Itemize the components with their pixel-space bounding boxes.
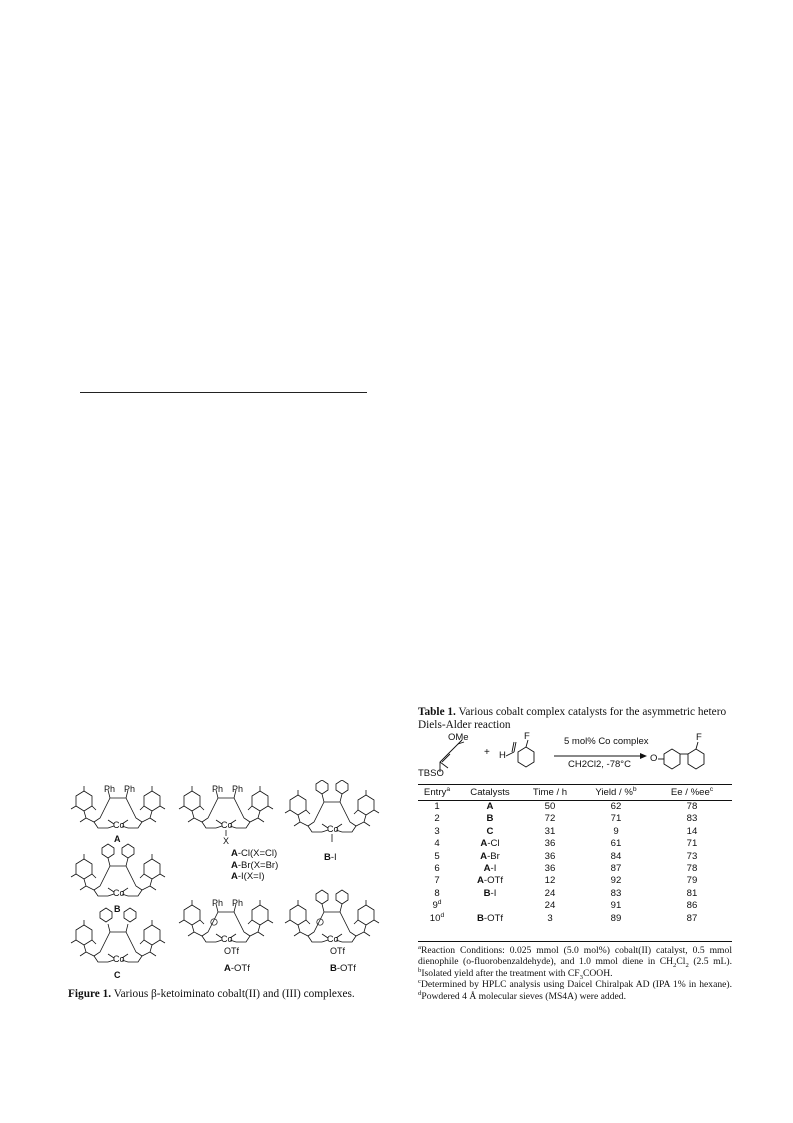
footnote-d: Powdered 4 Å molecular sieves (MS4A) were added.	[421, 990, 626, 1002]
svg-text:Ph: Ph	[212, 784, 224, 794]
table-row	[418, 826, 732, 838]
cell-ee: 78	[686, 862, 698, 874]
table-row	[418, 813, 732, 825]
table-header-rule	[418, 800, 732, 801]
table-row	[418, 851, 732, 863]
scheme-product-f-label: F	[696, 732, 702, 743]
cell-yield: 61	[610, 838, 622, 850]
cell-ee: 78	[686, 801, 698, 812]
cell-yield: 89	[610, 912, 622, 924]
cell-entry: 2	[434, 813, 440, 825]
cell-ee: 73	[686, 850, 698, 862]
complex-A	[71, 784, 165, 844]
table-1-title-label: Table 1.	[418, 706, 456, 718]
table-row	[418, 888, 732, 900]
cell-cat: C	[486, 825, 494, 837]
cell-entry: 3	[434, 825, 440, 837]
cell-cat: B-OTf	[476, 912, 504, 924]
cell-yield: 91	[610, 900, 622, 912]
cell-cat: B	[486, 813, 494, 825]
footnote-a: Reaction Conditions: 0.025 mmol (5.0 mol%) cobalt(II) catalyst, 0.5 mmol dienophile (o-fluorobenzaldehyde), and 1.0 mmol diene in CH	[418, 945, 732, 968]
svg-text:Ph: Ph	[124, 784, 136, 794]
cell-time: 36	[544, 838, 556, 850]
cell-cat: A	[486, 801, 494, 812]
cell-entry: 9$^d$	[432, 898, 442, 912]
svg-text:Co: Co	[221, 820, 233, 830]
svg-text:Co: Co	[113, 954, 125, 964]
table-1-title-text: Various cobalt complex catalysts for the asymmetric hetero Diels-Alder reaction	[418, 706, 727, 731]
svg-text:X: X	[223, 836, 230, 846]
cell-time: 72	[544, 813, 556, 825]
scheme-product-o-label: O	[650, 753, 658, 764]
cell-time: 50	[544, 801, 556, 812]
table-bottom-rule	[418, 941, 732, 942]
cell-time: 12	[544, 875, 556, 887]
complex-B-I	[285, 780, 379, 842]
cell-ee: 86	[686, 900, 698, 912]
cell-entry: 4	[434, 838, 440, 850]
figure-1-caption	[68, 988, 388, 1000]
table-1-title	[418, 706, 738, 732]
figure-1-structures	[60, 780, 390, 990]
cell-ee: 14	[686, 825, 698, 837]
table-footnotes: $^a$Reaction Conditions: 0.025 mmol (5.0 mol%) cobalt(II) catalyst, 0.5 mmol dienophile (o-fluorobenzaldehyde), and 1.0 mmol diene in $CH_2Cl_2$ (2.5 mL). $^b$Isolated yield after the treatment with $CF_3COOH$. $^c$Determined by HPLC analysis using Daicel Chiralpak AD (IPA 1% in hexane). $^d$Powdered 4 Å molecular sieves (MS4A) were added.	[418, 943, 733, 1002]
table-body	[418, 801, 732, 925]
scheme-plus-sign: +	[484, 747, 490, 758]
cell-time: 31	[544, 825, 556, 837]
cell-ee: 71	[686, 838, 698, 850]
cell-yield: 92	[610, 875, 622, 887]
cell-yield: 62	[610, 801, 622, 812]
svg-text:Co: Co	[113, 820, 125, 830]
svg-text:A: A	[114, 834, 121, 844]
scheme-conditions-bottom: CH2Cl2, -78°C	[568, 759, 631, 770]
table-top-rule	[418, 784, 732, 785]
cell-cat: A-Br	[480, 850, 500, 862]
svg-text:Ph: Ph	[232, 784, 244, 794]
header-entry: Entry$^a$	[423, 785, 451, 798]
cell-yield: 71	[610, 813, 622, 825]
table-row	[418, 801, 732, 813]
svg-text:B: B	[114, 904, 121, 914]
cell-time: 3	[547, 912, 553, 924]
svg-text:Ph: Ph	[104, 784, 116, 794]
table-1	[418, 787, 732, 925]
cell-ee: 79	[686, 875, 698, 887]
svg-text:C: C	[114, 970, 121, 980]
cell-time: 36	[544, 862, 556, 874]
svg-text:OTf: OTf	[224, 946, 239, 956]
cell-time: 24	[544, 887, 556, 899]
svg-text:Co: Co	[113, 888, 125, 898]
footnote-c: Determined by HPLC analysis using Daicel Chiralpak AD (IPA 1% in hexane).	[420, 979, 732, 991]
cell-cat: A-OTf	[476, 875, 504, 887]
cell-entry: 7	[434, 875, 440, 887]
cell-cat: A-Cl	[480, 838, 500, 850]
table-row	[418, 875, 732, 887]
complex-B	[71, 844, 165, 914]
cell-yield: 84	[610, 850, 622, 862]
figure-1	[60, 780, 390, 1015]
scheme-tbso-label: TBSO	[418, 768, 444, 779]
table-row	[418, 900, 732, 912]
header-time: Time / h	[532, 787, 568, 798]
cell-yield: 83	[610, 887, 622, 899]
complex-A-X-labels: A-Cl(X=Cl) A-Br(X=Br) A-I(X=I)	[231, 848, 279, 882]
scheme-f-label: F	[524, 731, 530, 742]
svg-text:Co: Co	[221, 934, 233, 944]
scheme-conditions-top: 5 mol% Co complex	[564, 736, 649, 747]
scheme-ome-label: OMe	[448, 732, 469, 743]
header-ee: Ee / $\%ee^c$	[670, 785, 714, 798]
header-yield: Yield / %$^b$	[595, 785, 637, 798]
cell-cat: A-I	[483, 862, 497, 874]
complex-B-OTf-label: B-OTf	[330, 963, 356, 974]
table-row	[418, 838, 732, 850]
cell-entry: 5	[434, 850, 440, 862]
complex-A-OTf	[179, 898, 273, 956]
footnote-b: Isolated yield after the treatment with CF	[421, 967, 580, 979]
svg-text:Ph: Ph	[232, 898, 244, 908]
footnote-separator-rule	[80, 392, 367, 393]
cell-entry: 6	[434, 862, 440, 874]
header-catalysts: Catalysts	[470, 787, 510, 798]
complex-C	[71, 908, 165, 980]
complex-B-I-label: B-I	[324, 852, 337, 863]
svg-text:Co: Co	[327, 824, 339, 834]
table-row	[418, 863, 732, 875]
svg-text:OTf: OTf	[330, 946, 345, 956]
figure-1-caption-text: Various β-ketoiminato cobalt(II) and (III) complexes.	[113, 988, 355, 1000]
cell-time: 24	[544, 900, 556, 912]
complex-B-OTf	[285, 890, 379, 956]
cell-ee: 87	[686, 912, 698, 924]
reaction-scheme	[418, 732, 733, 782]
cell-ee: 81	[686, 887, 698, 899]
complex-A-X	[179, 784, 273, 846]
table-header-row	[418, 787, 732, 801]
figure-1-caption-label: Figure 1.	[68, 988, 112, 1000]
svg-text:Ph: Ph	[212, 898, 224, 908]
scheme-h-label: H	[499, 750, 506, 761]
cell-time: 36	[544, 850, 556, 862]
cell-cat: B-I	[483, 887, 497, 899]
cell-yield: 87	[610, 862, 622, 874]
complex-A-OTf-label: A-OTf	[224, 963, 250, 974]
cell-entry: 1	[434, 801, 440, 812]
cell-ee: 83	[686, 813, 698, 825]
table-row	[418, 913, 732, 925]
svg-text:Co: Co	[327, 934, 339, 944]
cell-entry: 10$^d$	[429, 911, 445, 924]
cell-yield: 9	[613, 825, 619, 837]
cell-entry: 8	[434, 887, 440, 899]
